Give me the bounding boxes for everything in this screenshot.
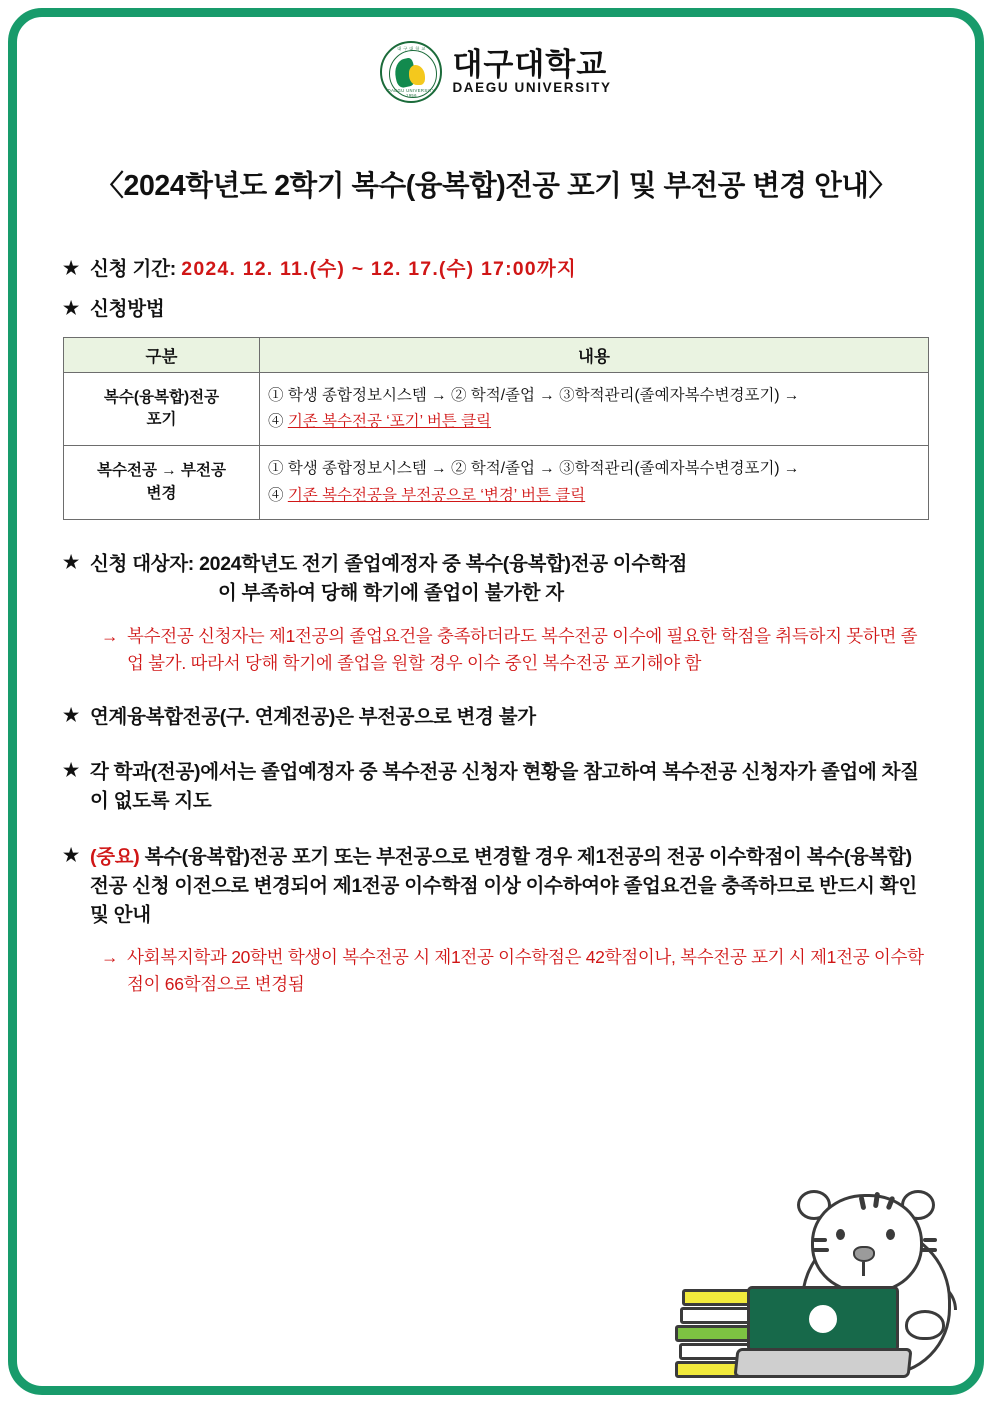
tiger-paw <box>905 1310 945 1340</box>
steps-line2 <box>268 483 920 509</box>
logo-english-name: DAEGU UNIVERSITY <box>452 80 612 96</box>
table-row <box>64 372 929 446</box>
document-content <box>17 256 975 999</box>
tiger-eye-left <box>836 1229 845 1240</box>
row-label-line1: 복수(융복합)전공 <box>103 388 220 406</box>
row-label-drop-double-major <box>64 372 260 446</box>
application-method-label: 신청방법 <box>90 298 165 321</box>
target-line-2 <box>63 579 929 608</box>
row-label-line2: 포기 <box>146 410 177 428</box>
tiger-stripe <box>813 1238 827 1242</box>
row-steps-change-to-minor <box>260 446 929 520</box>
target-text-line1: 신청 대상자: 2024학년도 전기 졸업예정자 중 복수(융복합)전공 이수학점 <box>90 553 688 575</box>
laptop-base <box>733 1348 912 1378</box>
steps-line2 <box>268 409 920 435</box>
star-icon: ★ <box>63 760 79 780</box>
tiger-nose <box>853 1246 875 1262</box>
star-icon: ★ <box>63 844 79 865</box>
logo-wordmark <box>452 46 612 96</box>
star-icon: ★ <box>63 704 79 725</box>
linked-major-text: 연계융복합전공(구. 연계전공)은 부전공으로 변경 불가 <box>90 705 536 728</box>
target-text-line2: 이 부족하여 당해 학기에 졸업이 불가한 자 <box>218 582 564 605</box>
logo-korean-name: 대구대학교 <box>452 46 608 82</box>
tiger-head <box>811 1194 923 1294</box>
department-guidance-line <box>63 758 929 817</box>
section-target-students <box>63 550 929 677</box>
target-note <box>101 623 929 677</box>
seal-yellow-shape <box>409 65 425 85</box>
university-seal-icon <box>380 41 442 103</box>
steps-line1: ① 학생 종합정보시스템 → ② 학적/졸업 → ③학적관리(졸예자복수변경포기) → <box>268 460 800 478</box>
seal-bottom-text: DAEGU UNIVERSITY 1956 <box>387 88 436 98</box>
arrow-icon: → <box>101 947 119 968</box>
department-guidance-text: 각 학과(전공)에서는 졸업예정자 중 복수전공 신청자 현황을 참고하여 복수전공 신청자가 졸업에 차질이 없도록 지도 <box>90 761 919 813</box>
important-notice-line <box>63 843 929 931</box>
important-note <box>101 944 929 998</box>
important-notice-body <box>90 843 929 931</box>
column-header-category: 구분 <box>64 337 260 372</box>
page-title: 〈2024학년도 2학기 복수(융복합)전공 포기 및 부전공 변경 안내〉 <box>95 170 897 202</box>
application-period-label: 신청 기간: <box>90 258 177 280</box>
page-frame <box>8 8 984 1395</box>
target-line-1 <box>63 550 929 579</box>
university-logo <box>17 41 975 103</box>
tiger-stripe <box>921 1248 937 1252</box>
steps-line2-highlight: 기존 복수전공 ‘포기’ 버튼 클릭 <box>287 412 492 430</box>
linked-major-line <box>63 703 929 732</box>
column-header-content: 내용 <box>260 337 929 372</box>
section-linked-major <box>63 703 929 732</box>
laptop-emblem-icon <box>806 1302 840 1336</box>
steps-line2-highlight: 기존 복수전공을 부전공으로 ‘변경’ 버튼 클릭 <box>287 486 586 504</box>
important-note-text: 사회복지학과 20학번 학생이 복수전공 시 제1전공 이수학점은 42학점이나, 복수전공 포기 시 제1전공 이수학점이 66학점으로 변경됨 <box>127 947 924 995</box>
tiger-mascot-icon <box>677 1160 957 1380</box>
tiger-muzzle-line <box>862 1262 865 1276</box>
star-icon: ★ <box>63 552 79 572</box>
steps-line2-prefix: ④ <box>268 412 288 430</box>
section-department-guidance <box>63 758 929 817</box>
table-header-row <box>64 337 929 372</box>
seal-top-text: 대 구 대 학 교 <box>397 46 426 51</box>
page-inner <box>17 17 975 1386</box>
steps-line2-prefix: ④ <box>268 486 288 504</box>
application-method-table <box>63 337 929 520</box>
star-icon: ★ <box>63 258 79 278</box>
section-application-period <box>63 256 929 282</box>
book <box>682 1289 756 1306</box>
laptop-screen <box>747 1286 899 1352</box>
arrow-icon: → <box>101 625 119 646</box>
section-application-method <box>63 296 929 322</box>
application-period-body <box>90 256 577 282</box>
important-notice-text: 복수(융복합)전공 포기 또는 부전공으로 변경할 경우 제1전공의 전공 이수학점이 복수(융복합)전공 신청 이전으로 변경되어 제1전공 이수학점 이상 이수하여야 졸업요건을 충족하므로 반드시 확인 및 안내 <box>90 845 917 926</box>
tiger-eye-right <box>886 1229 895 1240</box>
star-icon: ★ <box>63 298 79 319</box>
section-important-notice <box>63 843 929 999</box>
row-steps-drop-double-major <box>260 372 929 446</box>
row-label-change-to-minor <box>64 446 260 520</box>
row-label-line2: 변경 <box>146 484 177 502</box>
target-note-text: 복수전공 신청자는 제1전공의 졸업요건을 충족하더라도 복수전공 이수에 필요한 학점을 취득하지 못하면 졸업 불가. 따라서 당해 학기에 졸업을 원할 경우 이수 중인 복수전공 포기해야 함 <box>127 625 918 673</box>
application-period-value: 2024. 12. 11.(수) ~ 12. 17.(수) 17:00까지 <box>181 258 577 280</box>
row-label-line1: 복수전공 → 부전공 <box>97 462 226 480</box>
important-tag: (중요) <box>90 845 140 868</box>
table-row <box>64 446 929 520</box>
tiger-stripe <box>923 1238 937 1242</box>
tiger-stripe <box>813 1248 829 1252</box>
steps-line1: ① 학생 종합정보시스템 → ② 학적/졸업 → ③학적관리(졸예자복수변경포기) → <box>268 386 800 404</box>
